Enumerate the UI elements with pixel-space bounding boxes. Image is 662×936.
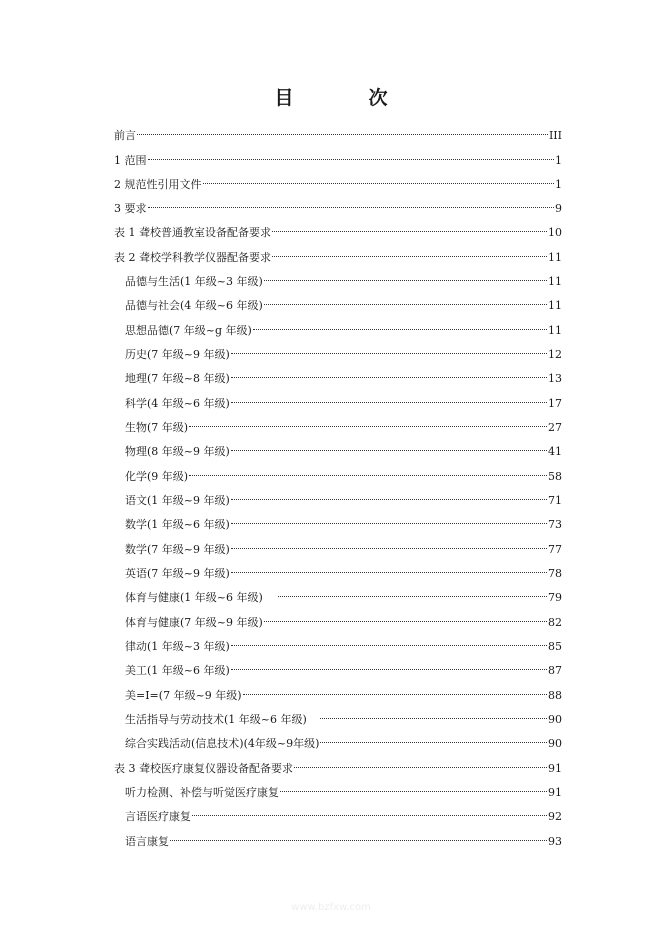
toc-entry[interactable] <box>125 535 562 556</box>
toc-entry-page: 92 <box>548 810 562 823</box>
toc-entry-label: 2 规范性引用文件 <box>114 178 202 191</box>
toc-entry-label: 体育与健康(1 年级~6 年级) <box>125 591 263 604</box>
toc-entry[interactable] <box>125 778 562 799</box>
toc-entry-label: 言语医疗康复 <box>125 810 191 823</box>
toc-entry-label: 表 1 聋校普通教室设备配备要求 <box>114 226 271 239</box>
toc-entry-label: 听力检测、补偿与听觉医疗康复 <box>125 786 279 799</box>
toc-entry-page: 91 <box>548 762 562 775</box>
toc-dot-leader <box>264 608 547 626</box>
toc-entry[interactable] <box>114 170 562 191</box>
toc-entry-label: 表 3 聋校医疗康复仪器设备配备要求 <box>114 762 293 775</box>
toc-entry[interactable] <box>125 656 562 677</box>
toc-dot-leader <box>231 340 547 358</box>
toc-entry[interactable] <box>114 121 562 142</box>
toc-entry[interactable] <box>125 389 562 410</box>
toc-entry[interactable] <box>125 827 562 848</box>
toc-entry-label: 3 要求 <box>114 202 147 215</box>
toc-entry[interactable] <box>125 413 562 434</box>
toc-dot-leader <box>272 243 547 261</box>
toc-entry[interactable] <box>125 437 562 458</box>
toc-dot-leader <box>320 729 547 747</box>
toc-dot-leader <box>148 146 555 164</box>
watermark: www.bzfxw.com <box>291 902 371 913</box>
toc-entry-page: 11 <box>548 251 562 264</box>
toc-entry-label: 地理(7 年级~8 年级) <box>125 372 230 385</box>
toc-entry[interactable] <box>125 291 562 312</box>
toc-dot-leader <box>278 583 547 601</box>
toc-dot-leader <box>137 121 548 139</box>
toc-entry-label: 美=I=(7 年级~9 年级) <box>125 689 242 702</box>
toc-entry-label: 语文(1 年级~9 年级) <box>125 494 230 507</box>
toc-entry-label: 美工(1 年级~6 年级) <box>125 664 230 677</box>
toc-entry-label: 数学(1 年级~6 年级) <box>125 518 230 531</box>
toc-entry-label: 科学(4 年级~6 年级) <box>125 397 230 410</box>
toc-entry-page: 1 <box>555 178 562 191</box>
toc-entry[interactable] <box>125 705 562 726</box>
toc-entry-label: 语言康复 <box>125 835 169 848</box>
toc-entry[interactable] <box>125 802 562 823</box>
toc-entry[interactable] <box>125 559 562 580</box>
toc-entry-page: 85 <box>548 640 562 653</box>
toc-entry-label: 思想品德(7 年级~g 年级) <box>125 324 252 337</box>
toc-dot-leader <box>253 316 547 334</box>
toc-entry[interactable] <box>125 510 562 531</box>
toc-entry-page: 10 <box>548 226 562 239</box>
toc-dot-leader <box>264 267 547 285</box>
toc-entry-page: 82 <box>548 616 562 629</box>
toc-entry[interactable] <box>125 316 562 337</box>
toc-entry-label: 品德与生活(1 年级~3 年级) <box>125 275 263 288</box>
toc-entry-page: 9 <box>555 202 562 215</box>
toc-dot-leader <box>272 218 547 236</box>
toc-entry-label: 品德与社会(4 年级~6 年级) <box>125 299 263 312</box>
toc-entry-page: 11 <box>548 299 562 312</box>
toc-dot-leader <box>231 364 547 382</box>
toc-entry-label: 生物(7 年级) <box>125 421 189 434</box>
toc-entry[interactable] <box>125 462 562 483</box>
toc-dot-leader <box>231 510 547 528</box>
toc-entry-page: 58 <box>548 470 562 483</box>
toc-entry-page: III <box>548 129 562 142</box>
toc-entry[interactable] <box>114 146 562 167</box>
toc-entry-page: 11 <box>548 275 562 288</box>
toc-entry[interactable] <box>125 632 562 653</box>
toc-entry-page: 91 <box>548 786 562 799</box>
toc-dot-leader <box>189 413 547 431</box>
toc-entry-page: 11 <box>548 324 562 337</box>
toc-entry[interactable] <box>125 681 562 702</box>
toc-dot-leader <box>231 486 547 504</box>
toc-entry-label: 英语(7 年级~9 年级) <box>125 567 230 580</box>
toc-dot-leader <box>192 802 547 820</box>
toc-entry-page: 87 <box>548 664 562 677</box>
toc-entry-label: 表 2 聋校学科教学仪器配备要求 <box>114 251 271 264</box>
toc-entry-page: 41 <box>548 445 562 458</box>
toc-entry-label: 律动(1 年级~3 年级) <box>125 640 230 653</box>
toc-entry[interactable] <box>114 754 562 775</box>
toc-entry[interactable] <box>114 218 562 239</box>
toc-entry[interactable] <box>125 364 562 385</box>
toc-dot-leader <box>231 437 547 455</box>
toc-entry-page: 90 <box>548 737 562 750</box>
toc-entry[interactable] <box>125 583 562 604</box>
toc-entry-page: 79 <box>548 591 562 604</box>
toc-entry-page: 88 <box>548 689 562 702</box>
toc-entry-page: 12 <box>548 348 562 361</box>
toc-entry-page: 13 <box>548 372 562 385</box>
toc-entry[interactable] <box>114 194 562 215</box>
toc-dot-leader <box>294 754 547 772</box>
toc-entry-page: 93 <box>548 835 562 848</box>
toc-entry[interactable] <box>125 267 562 288</box>
toc-entry-label: 1 范围 <box>114 154 147 167</box>
toc-entry[interactable] <box>125 486 562 507</box>
toc-entry-label: 历史(7 年级~9 年级) <box>125 348 230 361</box>
toc-entry-page: 78 <box>548 567 562 580</box>
toc-entry-page: 90 <box>548 713 562 726</box>
toc-entry-label: 前言 <box>114 129 136 142</box>
toc-dot-leader <box>231 389 547 407</box>
toc-entry-label: 物理(8 年级~9 年级) <box>125 445 230 458</box>
toc-entry[interactable] <box>125 608 562 629</box>
toc-dot-leader <box>170 827 547 845</box>
toc-dot-leader <box>280 778 547 796</box>
toc-entry-page: 27 <box>548 421 562 434</box>
toc-dot-leader <box>320 705 547 723</box>
toc-entry[interactable] <box>125 729 562 750</box>
page-title: 目 次 <box>274 87 416 109</box>
toc-dot-leader <box>231 535 547 553</box>
toc-entry[interactable] <box>114 243 562 264</box>
toc-dot-leader <box>231 656 547 674</box>
toc-entry-label: 体育与健康(7 年级~9 年级) <box>125 616 263 629</box>
toc-entry[interactable] <box>125 340 562 361</box>
toc-entry-label: 生活指导与劳动技术(1 年级~6 年级) <box>125 713 307 726</box>
toc-entry-page: 71 <box>548 494 562 507</box>
toc-dot-leader <box>148 194 555 212</box>
toc-entry-label: 综合实践活动(信息技术)(4年级~9年级) <box>125 737 320 750</box>
toc-dot-leader <box>264 291 547 309</box>
toc-dot-leader <box>243 681 547 699</box>
toc-entry-label: 化学(9 年级) <box>125 470 189 483</box>
toc-entry-label: 数学(7 年级~9 年级) <box>125 543 230 556</box>
toc-entry-page: 73 <box>548 518 562 531</box>
toc-entry-page: 17 <box>548 397 562 410</box>
toc-dot-leader <box>203 170 555 188</box>
toc-dot-leader <box>231 559 547 577</box>
toc-entry-page: 77 <box>548 543 562 556</box>
toc-dot-leader <box>189 462 547 480</box>
toc-entry-page: 1 <box>555 154 562 167</box>
toc-dot-leader <box>231 632 547 650</box>
